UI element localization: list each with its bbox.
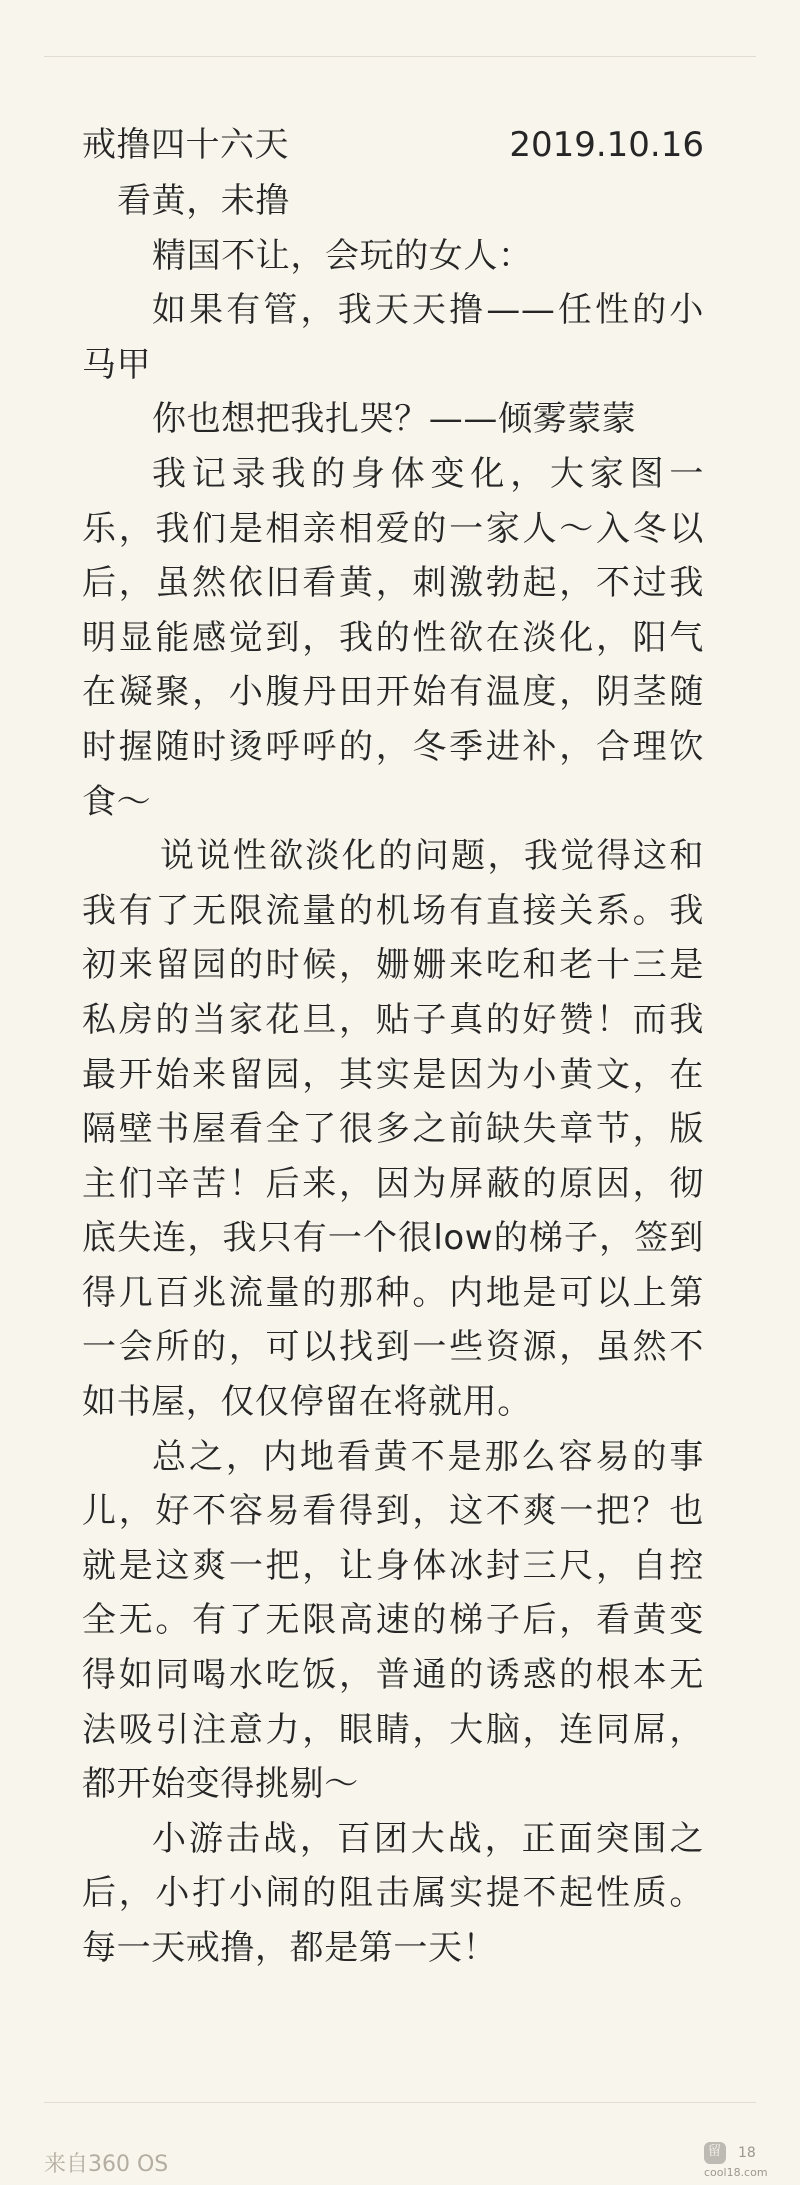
paragraph: 精国不让，会玩的女人： <box>152 235 533 276</box>
paragraph: 总之，内地看黄不是那么容易的事儿，好不容易看得到，这不爽一把？也就是这爽一把，让身体冰封三尺，自控全无。有了无限高速的梯子后，看黄变得如同喝水吃饭，普通的诱惑的根本无法吸引注意力，眼睛，大脑，连同屌，都开始变得挑剔～ <box>82 1436 704 1805</box>
post-source: 来自360 OS <box>44 2152 169 2177</box>
bottom-divider <box>44 2102 756 2103</box>
paragraph: 如果有管，我天天撸——任性的小马甲 <box>82 290 704 385</box>
watermark-number: 18 <box>738 2145 756 2161</box>
paragraph: 小游击战，百团大战，正面突围之后，小打小闹的阻击属实提不起性质。每一天戒撸，都是第一天！ <box>82 1818 704 1968</box>
paragraph: 说说性欲淡化的问题，我觉得这和我有了无限流量的机场有直接关系。我初来留园的时候，姗姗来吃和老十三是私房的当家花旦，贴子真的好赞！而我最开始来留园，其实是因为小黄文，在隔壁书屋看全了很多之前缺失章节，版主们辛苦！后来，因为屏蔽的原因，彻底失连，我只有一个很low的梯子，签到得几百兆流量的那种。内地是可以上第一会所的，可以找到一些资源，虽然不如书屋，仅仅停留在将就用。 <box>82 836 704 1423</box>
paragraph: 看黄，未撸 <box>117 181 290 221</box>
site-watermark <box>704 2142 784 2180</box>
post-title: 戒撸四十六天 <box>82 125 289 165</box>
post-header <box>82 119 704 171</box>
top-divider <box>44 56 756 57</box>
watermark-logo-glyph: 留 <box>708 2144 722 2159</box>
paragraph: 我记录我的身体变化，大家图一乐，我们是相亲相爱的一家人～入冬以后，虽然依旧看黄，刺激勃起，不过我明显能感觉到，我的性欲在淡化，阳气在凝聚，小腹丹田开始有温度，阴茎随时握随时烫呼呼的，冬季进补，合理饮食～ <box>82 453 704 822</box>
post-body <box>82 174 704 1976</box>
post-date: 2019.10.16 <box>509 125 704 165</box>
watermark-logo-icon <box>704 2142 726 2164</box>
paragraph: 你也想把我扎哭？——倾雾蒙蒙 <box>152 399 637 440</box>
watermark-site: cool18.com <box>704 2166 768 2179</box>
